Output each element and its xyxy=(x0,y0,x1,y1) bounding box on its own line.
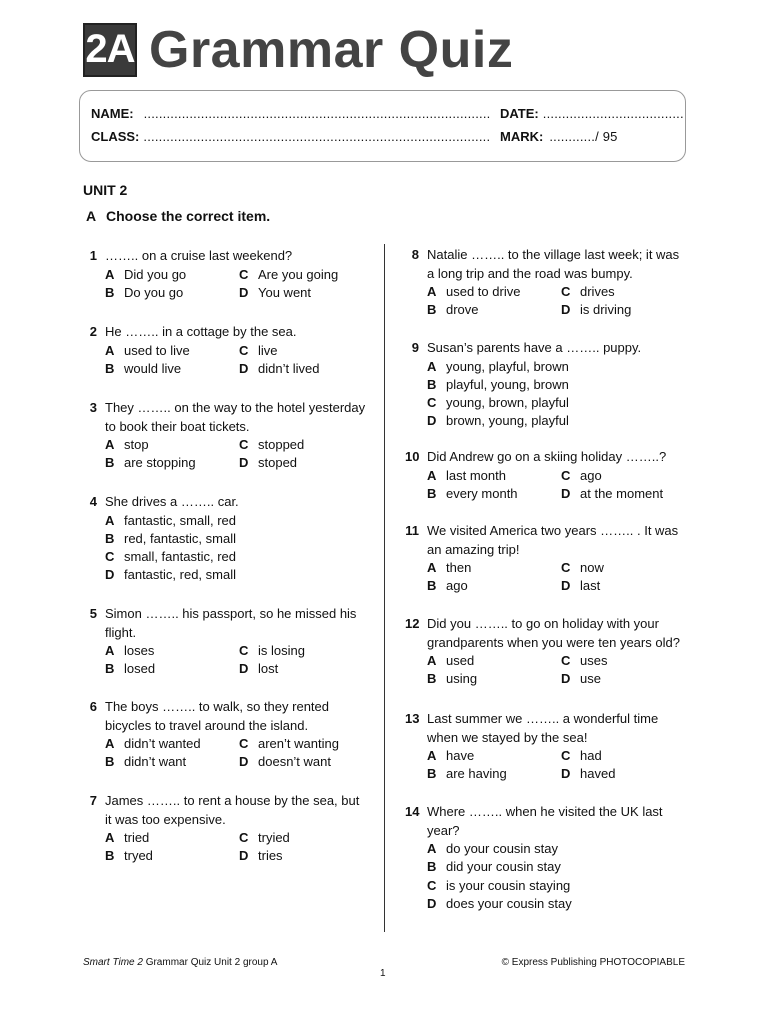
option-letter: A xyxy=(105,266,115,282)
question-number: 10 xyxy=(405,449,420,464)
question-number: 8 xyxy=(411,247,419,262)
question-text: Natalie …….. to the village last week; it was a long trip and the road was bumpy. xyxy=(427,247,680,281)
option-d[interactable] xyxy=(427,895,572,914)
option-text: are stopping xyxy=(124,455,196,471)
option-letter: B xyxy=(427,302,437,318)
option-text: stoped xyxy=(258,455,298,471)
question-text: We visited America two years …….. . It was an amazing trip! xyxy=(427,523,679,557)
option-letter: C xyxy=(427,395,437,411)
option-letter: D xyxy=(561,766,571,782)
option-b[interactable] xyxy=(427,376,569,395)
option-text: young, brown, playful xyxy=(446,395,569,411)
option-a[interactable] xyxy=(427,747,474,766)
option-d[interactable] xyxy=(239,284,311,303)
option-d[interactable] xyxy=(239,847,283,866)
option-text: loses xyxy=(124,643,155,658)
option-b[interactable] xyxy=(427,858,561,877)
mark-row xyxy=(500,129,618,144)
question-number: 9 xyxy=(411,340,419,355)
question-text: Where …….. when he visited the UK last year? xyxy=(427,804,663,838)
option-letter: B xyxy=(427,578,437,594)
option-b[interactable] xyxy=(427,485,518,504)
option-text: is losing xyxy=(258,643,305,658)
option-text: now xyxy=(580,560,604,575)
option-b[interactable] xyxy=(427,577,468,596)
option-b[interactable] xyxy=(105,847,153,866)
option-letter: B xyxy=(427,376,437,392)
option-b[interactable] xyxy=(427,765,507,784)
option-a[interactable] xyxy=(427,283,520,302)
question-text: Did Andrew go on a skiing holiday ……..? xyxy=(427,449,667,464)
option-c[interactable] xyxy=(427,394,569,413)
option-text: red, fantastic, small xyxy=(124,530,236,546)
option-letter: A xyxy=(427,467,437,483)
option-letter: D xyxy=(239,848,249,864)
option-text: didn’t wanted xyxy=(124,736,201,751)
option-letter: D xyxy=(105,567,115,583)
option-a[interactable] xyxy=(105,342,190,361)
option-text: use xyxy=(580,671,601,687)
option-letter: C xyxy=(561,467,571,483)
option-text: fantastic, red, small xyxy=(124,567,236,583)
option-letter: B xyxy=(105,530,115,546)
class-label: CLASS: xyxy=(91,129,140,144)
mark-field[interactable]: ............/ 95 xyxy=(549,129,618,144)
option-text: fantastic, small, red xyxy=(124,512,236,528)
question-number: 4 xyxy=(89,494,97,509)
option-d[interactable] xyxy=(427,412,569,431)
option-a[interactable] xyxy=(105,829,149,848)
option-c[interactable] xyxy=(105,548,236,567)
option-c[interactable] xyxy=(561,652,607,671)
question-number: 6 xyxy=(89,699,97,714)
name-field[interactable]: ........................................................................................... xyxy=(143,106,491,121)
option-text: stop xyxy=(124,437,149,452)
question-text: Simon …….. his passport, so he missed his flight. xyxy=(105,606,357,640)
option-text: losed xyxy=(124,661,156,677)
question-text: He …….. in a cottage by the sea. xyxy=(105,324,297,339)
option-text: is your cousin staying xyxy=(446,877,571,893)
question-number: 12 xyxy=(405,616,420,631)
option-letter: C xyxy=(427,877,437,893)
option-b[interactable] xyxy=(105,454,196,473)
option-text: used xyxy=(446,653,475,668)
option-b[interactable] xyxy=(105,530,236,549)
option-text: lost xyxy=(258,661,279,677)
option-letter: C xyxy=(561,748,571,763)
option-d[interactable] xyxy=(239,360,319,379)
option-c[interactable] xyxy=(239,642,305,661)
question-number: 5 xyxy=(89,606,97,621)
option-a[interactable] xyxy=(427,467,506,486)
option-text: stopped xyxy=(258,437,305,452)
question-number: 2 xyxy=(89,324,97,339)
option-a[interactable] xyxy=(105,512,236,531)
class-row xyxy=(91,129,490,144)
option-c[interactable] xyxy=(239,436,304,455)
option-letter: C xyxy=(561,653,571,668)
option-text: last month xyxy=(446,467,506,483)
question-text: She drives a …….. car. xyxy=(105,494,239,509)
option-text: young, playful, brown xyxy=(446,358,569,374)
option-letter: C xyxy=(239,736,249,751)
option-text: tried xyxy=(124,830,150,845)
footer-copyright: © Express Publishing PHOTOCOPIABLE xyxy=(501,957,685,968)
question-text: James …….. to rent a house by the sea, but it was too expensive. xyxy=(105,793,360,827)
option-c[interactable] xyxy=(239,829,290,848)
option-c[interactable] xyxy=(561,559,604,578)
option-letter: A xyxy=(427,748,437,763)
option-b[interactable] xyxy=(105,360,181,379)
option-letter: B xyxy=(427,859,437,875)
option-d[interactable] xyxy=(239,753,331,772)
option-d[interactable] xyxy=(105,566,236,585)
option-text: didn’t want xyxy=(124,754,187,770)
question-number: 7 xyxy=(89,793,97,808)
option-letter: B xyxy=(105,661,115,677)
option-text: tryied xyxy=(258,830,290,845)
column-divider xyxy=(384,244,385,932)
mark-label: MARK: xyxy=(500,129,544,144)
section-instruction xyxy=(86,208,270,224)
option-c[interactable] xyxy=(427,877,570,896)
option-text: ago xyxy=(580,467,602,483)
option-d[interactable] xyxy=(561,301,631,320)
option-b[interactable] xyxy=(105,660,155,679)
quiz-header xyxy=(83,22,513,77)
option-letter: C xyxy=(561,284,571,299)
option-c[interactable] xyxy=(239,266,338,285)
date-field[interactable]: ..................................... xyxy=(542,106,684,121)
option-a[interactable] xyxy=(427,840,558,859)
option-text: used to live xyxy=(124,342,190,358)
option-text: brown, young, playful xyxy=(446,413,569,429)
option-text: Do you go xyxy=(124,284,184,300)
option-text: playful, young, brown xyxy=(446,376,569,392)
unit-heading: UNIT 2 xyxy=(83,182,128,198)
option-letter: D xyxy=(239,754,249,770)
option-a[interactable] xyxy=(427,358,569,377)
question-text: Last summer we …….. a wonderful time when we stayed by the sea! xyxy=(427,711,659,745)
option-text: uses xyxy=(580,653,608,668)
footer-book-title: Smart Time 2 xyxy=(83,957,143,968)
option-letter: A xyxy=(427,560,437,575)
question-number: 11 xyxy=(405,523,419,538)
option-text: Are you going xyxy=(258,266,339,282)
question-number: 3 xyxy=(89,400,97,415)
date-row xyxy=(500,106,684,121)
option-text: haved xyxy=(580,766,616,782)
option-letter: B xyxy=(105,360,115,376)
class-field[interactable]: ........................................................................................... xyxy=(143,129,491,144)
option-d[interactable] xyxy=(239,454,297,473)
option-text: at the moment xyxy=(580,485,664,501)
question-text: The boys …….. to walk, so they rented bicycles to travel around the island. xyxy=(105,699,329,733)
instruction-text: Choose the correct item. xyxy=(106,208,271,224)
option-d[interactable] xyxy=(561,765,615,784)
option-letter: B xyxy=(105,455,115,471)
option-text: drives xyxy=(580,284,615,299)
question-text: Susan’s parents have a …….. puppy. xyxy=(427,340,642,355)
option-letter: A xyxy=(105,830,115,845)
option-letter: D xyxy=(239,661,249,677)
option-text: have xyxy=(446,748,475,763)
option-a[interactable] xyxy=(105,266,186,285)
option-letter: D xyxy=(561,671,571,687)
option-text: doesn’t want xyxy=(258,754,331,770)
option-letter: C xyxy=(239,342,249,358)
option-text: then xyxy=(446,560,472,575)
name-label: NAME: xyxy=(91,106,134,121)
option-text: used to drive xyxy=(446,284,521,299)
option-letter: C xyxy=(239,437,249,452)
option-letter: B xyxy=(105,848,115,864)
option-c[interactable] xyxy=(239,735,339,754)
option-letter: A xyxy=(105,643,115,658)
option-c[interactable] xyxy=(561,747,602,766)
option-text: tryed xyxy=(124,848,153,864)
option-text: tries xyxy=(258,848,283,864)
option-a[interactable] xyxy=(105,436,149,455)
option-b[interactable] xyxy=(105,753,186,772)
option-d[interactable] xyxy=(561,485,663,504)
option-text: using xyxy=(446,671,478,687)
footer-credit xyxy=(83,957,277,968)
option-text: every month xyxy=(446,485,518,501)
option-text: is driving xyxy=(580,302,632,318)
option-text: last xyxy=(580,578,601,594)
option-a[interactable] xyxy=(427,652,474,671)
option-text: live xyxy=(258,342,278,358)
option-a[interactable] xyxy=(427,559,471,578)
option-letter: D xyxy=(427,413,437,429)
option-letter: D xyxy=(427,895,437,911)
option-letter: B xyxy=(105,754,115,770)
question-number: 13 xyxy=(405,711,420,726)
option-letter: D xyxy=(561,578,571,594)
option-letter: D xyxy=(239,360,249,376)
option-letter: D xyxy=(239,284,249,300)
option-text: does your cousin stay xyxy=(446,895,572,911)
option-a[interactable] xyxy=(105,642,154,661)
option-b[interactable] xyxy=(427,670,477,689)
option-d[interactable] xyxy=(561,577,600,596)
name-row xyxy=(91,106,490,121)
option-letter: A xyxy=(105,342,115,358)
option-letter: A xyxy=(105,512,115,528)
option-c[interactable] xyxy=(561,467,602,486)
student-info-box xyxy=(79,90,686,162)
date-label: DATE: xyxy=(500,106,539,121)
option-text: are having xyxy=(446,766,507,782)
option-letter: B xyxy=(427,485,437,501)
option-letter: C xyxy=(239,266,249,282)
option-c[interactable] xyxy=(239,342,278,361)
option-letter: D xyxy=(561,485,571,501)
option-letter: B xyxy=(427,766,437,782)
option-text: had xyxy=(580,748,602,763)
option-a[interactable] xyxy=(105,735,201,754)
option-letter: A xyxy=(427,653,437,668)
option-letter: C xyxy=(561,560,571,575)
option-d[interactable] xyxy=(239,660,278,679)
option-d[interactable] xyxy=(561,670,601,689)
option-letter: D xyxy=(561,302,571,318)
option-text: ago xyxy=(446,578,468,594)
option-letter: B xyxy=(105,284,115,300)
question-text: …….. on a cruise last weekend? xyxy=(105,248,293,263)
option-letter: B xyxy=(427,671,437,687)
question-text: They …….. on the way to the hotel yesterday to book their boat tickets. xyxy=(105,400,366,434)
option-letter: C xyxy=(105,549,115,565)
page-title: Grammar Quiz xyxy=(149,20,514,79)
option-text: You went xyxy=(258,284,312,300)
option-letter: D xyxy=(239,455,249,471)
question-number: 14 xyxy=(405,804,420,819)
option-letter: A xyxy=(105,736,115,751)
option-text: small, fantastic, red xyxy=(124,549,236,565)
option-text: do your cousin stay xyxy=(446,841,559,856)
option-text: drove xyxy=(446,302,479,318)
option-text: did your cousin stay xyxy=(446,859,561,875)
option-letter: C xyxy=(239,643,249,658)
option-letter: C xyxy=(239,830,249,845)
option-text: aren’t wanting xyxy=(258,736,339,751)
option-text: didn’t lived xyxy=(258,360,320,376)
option-text: would live xyxy=(124,360,182,376)
option-letter: A xyxy=(427,841,437,856)
section-letter: A xyxy=(86,208,97,224)
question-number: 1 xyxy=(89,248,97,263)
unit-badge: 2A xyxy=(83,23,137,77)
page-number: 1 xyxy=(380,968,386,979)
option-text: Did you go xyxy=(124,266,187,282)
option-letter: A xyxy=(427,284,437,299)
option-c[interactable] xyxy=(561,283,615,302)
question-text: Did you …….. to go on holiday with your grandparents when you were ten years old? xyxy=(427,616,680,650)
option-b[interactable] xyxy=(427,301,479,320)
option-b[interactable] xyxy=(105,284,183,303)
option-letter: A xyxy=(105,437,115,452)
option-letter: A xyxy=(427,358,437,374)
footer-quiz-info: Grammar Quiz Unit 2 group A xyxy=(142,957,278,968)
